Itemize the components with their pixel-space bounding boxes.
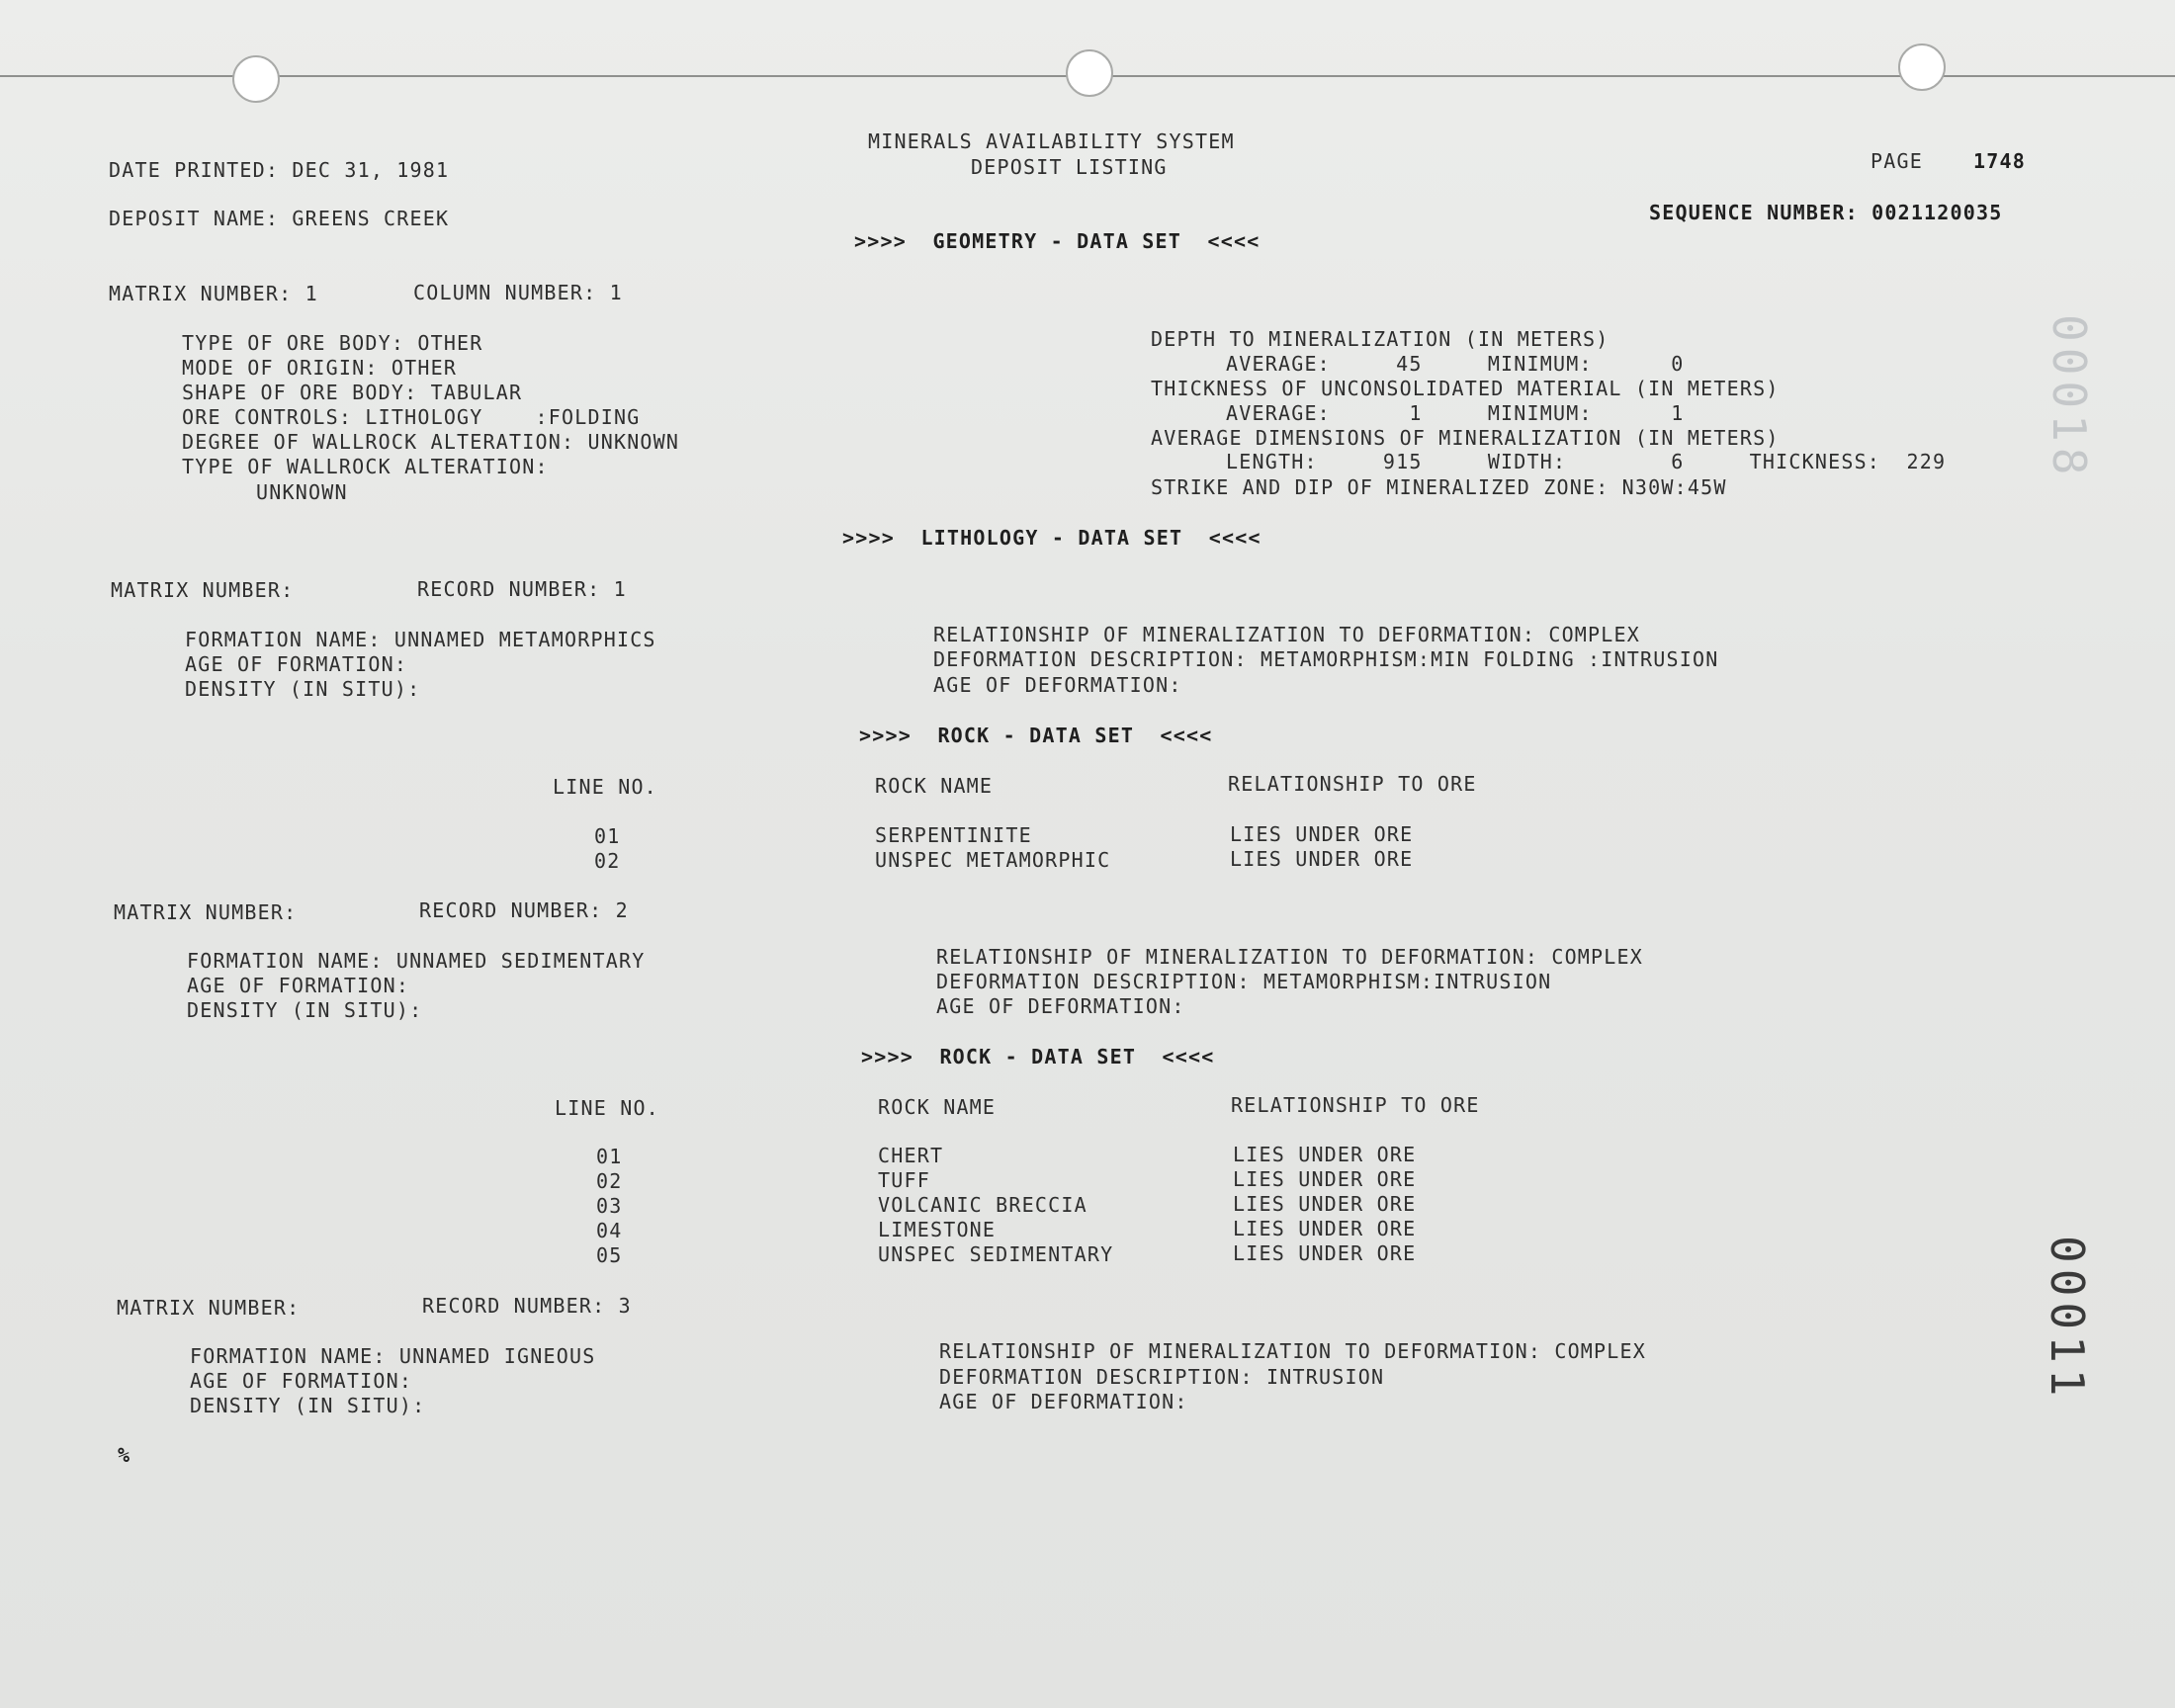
rock-line: 01 bbox=[594, 824, 621, 848]
col-line-no: LINE NO. bbox=[553, 775, 657, 799]
record-2-relationship: RELATIONSHIP OF MINERALIZATION TO DEFORMATION: COMPLEX bbox=[936, 945, 1644, 969]
record-3-formation: FORMATION NAME: UNNAMED IGNEOUS bbox=[190, 1344, 596, 1368]
page-number: 1748 bbox=[1973, 149, 2026, 173]
col-relationship: RELATIONSHIP TO ORE bbox=[1228, 772, 1477, 796]
deposit-name: DEPOSIT NAME: GREENS CREEK bbox=[109, 207, 450, 230]
record-3-number: RECORD NUMBER: 3 bbox=[422, 1294, 632, 1318]
record-1-matrix: MATRIX NUMBER: bbox=[111, 578, 295, 602]
record-2-matrix: MATRIX NUMBER: bbox=[114, 900, 298, 924]
col-rock-name: ROCK NAME bbox=[878, 1095, 997, 1119]
listing-title: DEPOSIT LISTING bbox=[971, 155, 1168, 179]
rock-name: CHERT bbox=[878, 1144, 944, 1167]
record-1-deformation: DEFORMATION DESCRIPTION: METAMORPHISM:MIN FOLDING :INTRUSION bbox=[933, 647, 1719, 671]
geometry-column: COLUMN NUMBER: 1 bbox=[413, 281, 623, 304]
record-1-number: RECORD NUMBER: 1 bbox=[417, 577, 627, 601]
rock-line: 02 bbox=[596, 1169, 623, 1193]
record-2-deformation: DEFORMATION DESCRIPTION: METAMORPHISM:INTRUSION bbox=[936, 970, 1552, 993]
rock-name: TUFF bbox=[878, 1168, 930, 1192]
dimensions-heading: AVERAGE DIMENSIONS OF MINERALIZATION (IN METERS) bbox=[1151, 426, 1780, 450]
ore-controls: ORE CONTROLS: LITHOLOGY :FOLDING bbox=[182, 405, 641, 429]
rock-relationship: LIES UNDER ORE bbox=[1233, 1143, 1417, 1166]
record-2-density: DENSITY (IN SITU): bbox=[187, 998, 423, 1022]
system-title: MINERALS AVAILABILITY SYSTEM bbox=[868, 129, 1235, 153]
record-1-formation: FORMATION NAME: UNNAMED METAMORPHICS bbox=[185, 628, 656, 651]
rock-name: LIMESTONE bbox=[878, 1218, 997, 1241]
date-printed: DATE PRINTED: DEC 31, 1981 bbox=[109, 158, 450, 182]
lithology-title: >>>> LITHOLOGY - DATA SET <<<< bbox=[842, 526, 1262, 550]
punch-hole bbox=[1066, 49, 1113, 97]
rock-title-1: >>>> ROCK - DATA SET <<<< bbox=[859, 724, 1213, 747]
record-1-relationship: RELATIONSHIP OF MINERALIZATION TO DEFORMATION: COMPLEX bbox=[933, 623, 1641, 646]
geometry-matrix: MATRIX NUMBER: 1 bbox=[109, 282, 318, 305]
rock-name: VOLCANIC BRECCIA bbox=[878, 1193, 1088, 1217]
record-2-number: RECORD NUMBER: 2 bbox=[419, 898, 629, 922]
page-label: PAGE bbox=[1870, 149, 1923, 173]
rock-relationship: LIES UNDER ORE bbox=[1230, 847, 1414, 871]
rock-relationship: LIES UNDER ORE bbox=[1230, 822, 1414, 846]
percent-mark: % bbox=[118, 1443, 131, 1467]
geometry-title: >>>> GEOMETRY - DATA SET <<<< bbox=[854, 229, 1261, 253]
rock-name: UNSPEC SEDIMENTARY bbox=[878, 1242, 1114, 1266]
rock-line: 05 bbox=[596, 1243, 623, 1267]
col-rock-name: ROCK NAME bbox=[875, 774, 994, 798]
rock-relationship: LIES UNDER ORE bbox=[1233, 1167, 1417, 1191]
record-1-density: DENSITY (IN SITU): bbox=[185, 677, 421, 701]
record-3-age-deformation: AGE OF DEFORMATION: bbox=[939, 1390, 1188, 1413]
punch-hole bbox=[232, 55, 280, 103]
wallrock-alteration-value: UNKNOWN bbox=[256, 480, 348, 504]
wallrock-alteration-degree: DEGREE OF WALLROCK ALTERATION: UNKNOWN bbox=[182, 430, 680, 454]
rock-relationship: LIES UNDER ORE bbox=[1233, 1217, 1417, 1240]
record-3-density: DENSITY (IN SITU): bbox=[190, 1394, 426, 1417]
record-1-age-deformation: AGE OF DEFORMATION: bbox=[933, 673, 1182, 697]
record-3-age: AGE OF FORMATION: bbox=[190, 1369, 413, 1393]
col-line-no: LINE NO. bbox=[555, 1096, 659, 1120]
thickness-values: AVERAGE: 1 MINIMUM: 1 bbox=[1226, 401, 1685, 425]
sequence-number: SEQUENCE NUMBER: 0021120035 bbox=[1649, 201, 2003, 224]
rock-relationship: LIES UNDER ORE bbox=[1233, 1192, 1417, 1216]
record-2-formation: FORMATION NAME: UNNAMED SEDIMENTARY bbox=[187, 949, 646, 973]
mode-of-origin: MODE OF ORIGIN: OTHER bbox=[182, 356, 458, 380]
ore-body-type: TYPE OF ORE BODY: OTHER bbox=[182, 331, 483, 355]
rock-name: SERPENTINITE bbox=[875, 823, 1032, 847]
record-2-age-deformation: AGE OF DEFORMATION: bbox=[936, 994, 1185, 1018]
ore-body-shape: SHAPE OF ORE BODY: TABULAR bbox=[182, 381, 523, 404]
wallrock-alteration-type: TYPE OF WALLROCK ALTERATION: bbox=[182, 455, 549, 478]
record-3-deformation: DEFORMATION DESCRIPTION: INTRUSION bbox=[939, 1365, 1385, 1389]
faint-frame-number: 00018 bbox=[2043, 314, 2096, 481]
frame-number-stamp: 00011 bbox=[2041, 1236, 2094, 1403]
col-relationship: RELATIONSHIP TO ORE bbox=[1231, 1093, 1480, 1117]
rock-line: 01 bbox=[596, 1145, 623, 1168]
rock-line: 03 bbox=[596, 1194, 623, 1218]
rock-name: UNSPEC METAMORPHIC bbox=[875, 848, 1111, 872]
rock-line: 02 bbox=[594, 849, 621, 873]
punch-hole bbox=[1898, 43, 1946, 91]
record-3-relationship: RELATIONSHIP OF MINERALIZATION TO DEFORMATION: COMPLEX bbox=[939, 1339, 1647, 1363]
depth-heading: DEPTH TO MINERALIZATION (IN METERS) bbox=[1151, 327, 1610, 351]
rock-relationship: LIES UNDER ORE bbox=[1233, 1241, 1417, 1265]
record-2-age: AGE OF FORMATION: bbox=[187, 974, 410, 997]
strike-dip: STRIKE AND DIP OF MINERALIZED ZONE: N30W:45W bbox=[1151, 475, 1727, 499]
thickness-heading: THICKNESS OF UNCONSOLIDATED MATERIAL (IN METERS) bbox=[1151, 377, 1780, 400]
depth-values: AVERAGE: 45 MINIMUM: 0 bbox=[1226, 352, 1685, 376]
record-3-matrix: MATRIX NUMBER: bbox=[117, 1296, 301, 1320]
rock-line: 04 bbox=[596, 1219, 623, 1242]
dimensions-values: LENGTH: 915 WIDTH: 6 THICKNESS: 229 bbox=[1226, 450, 1947, 473]
record-1-age: AGE OF FORMATION: bbox=[185, 652, 408, 676]
rock-title-2: >>>> ROCK - DATA SET <<<< bbox=[861, 1045, 1215, 1068]
